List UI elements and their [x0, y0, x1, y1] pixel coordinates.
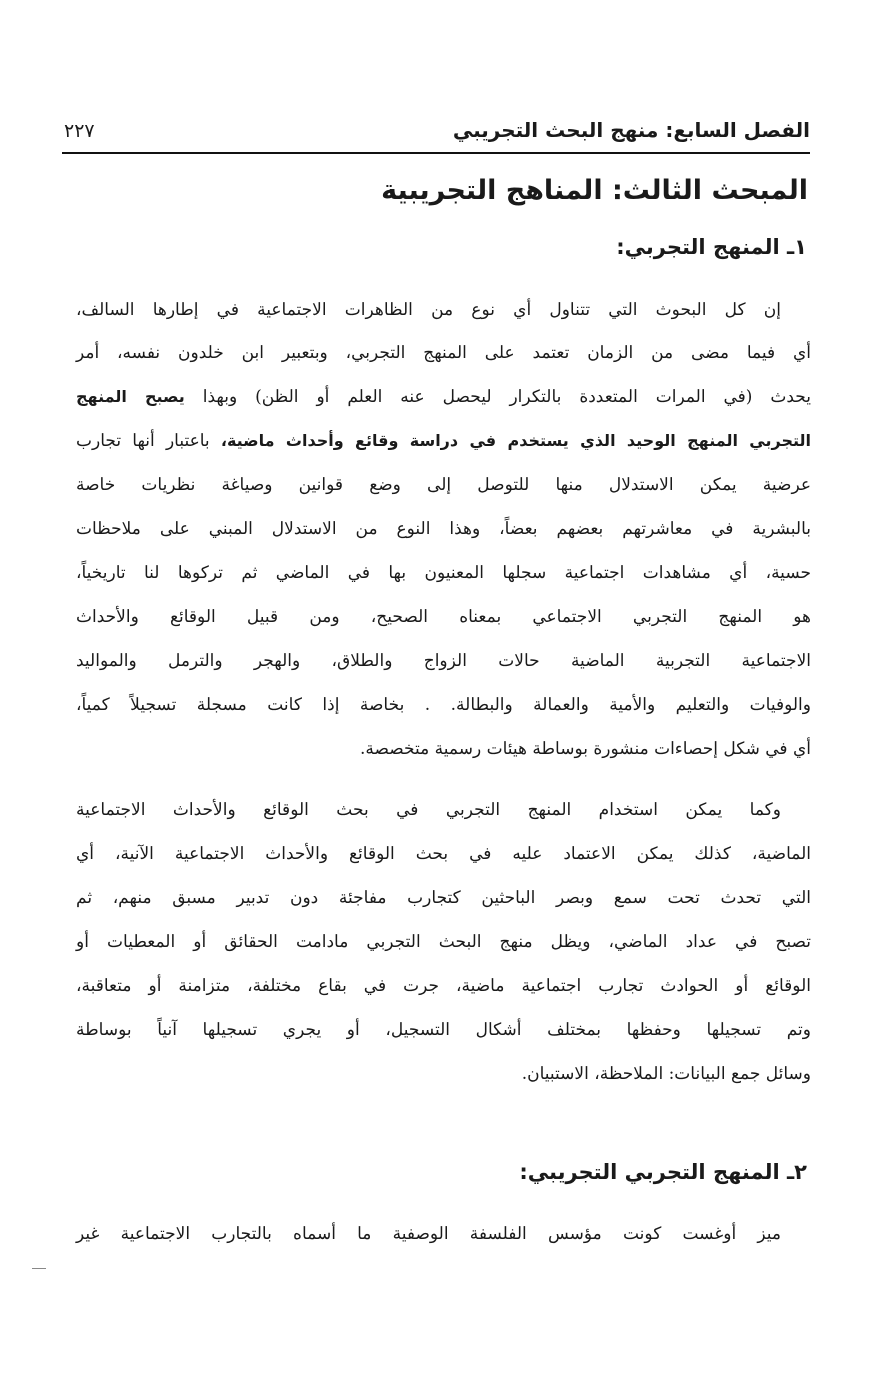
paragraph-1-line: إن كل البحوث التي تتناول أي نوع من الظاهرات الاجتماعية في إطارها السالف، — [76, 300, 781, 320]
subheading-experimental-method: ١ـ المنهج التجربي: — [616, 235, 807, 259]
chapter-title: الفصل السابع: منهج البحث التجريبي — [452, 118, 810, 142]
subheading-experimental-experimental-method: ٢ـ المنهج التجربي التجريبي: — [519, 1160, 807, 1184]
paragraph-1-line: بالبشرية في معاشرتهم بعضهم بعضاً، وهذا النوع من الاستدلال المبني على ملاحظات — [76, 519, 811, 539]
plain-text: باعتبار أنها تجارب — [76, 431, 221, 451]
paragraph-1-line: الاجتماعية التجربية الماضية حالات الزواج والطلاق، والهجر والترمل والمواليد — [76, 651, 811, 671]
paragraph-3-line: ميز أوغست كونت مؤسس الفلسفة الوصفية ما أسماه بالتجارب الاجتماعية غير — [76, 1224, 781, 1244]
section-heading: المبحث الثالث: المناهج التجريبية — [381, 175, 808, 206]
paragraph-1-line: أي فيما مضى من الزمان تعتمد على المنهج التجربي، وبتعبير ابن خلدون نفسه، أمر — [76, 343, 811, 363]
bold-text: يصبح المنهج — [76, 387, 185, 406]
paragraph-1-line — [76, 385, 811, 409]
paragraph-2-line: الماضية، كذلك يمكن الاعتماد عليه في بحث الوقائع والأحداث الاجتماعية الآنية، أي — [76, 844, 811, 864]
paragraph-1-line: هو المنهج التجربي الاجتماعي بمعناه الصحيح، ومن قبيل الوقائع والأحداث — [76, 607, 811, 627]
margin-mark — [32, 1268, 46, 1269]
paragraph-1-line: عرضية يمكن الاستدلال منها للتوصل إلى وضع قوانين وصياغة نظريات خاصة — [76, 475, 811, 495]
paragraph-1-line — [76, 429, 811, 453]
paragraph-2-line: وسائل جمع البيانات: الملاحظة، الاستبيان. — [521, 1064, 811, 1084]
paragraph-1-line: والوفيات والتعليم والأمية والعمالة والبطالة. . بخاصة إذا كانت مسجلة تسجيلاً كمياً، — [76, 695, 811, 715]
page-number: ٢٢٧ — [64, 120, 95, 142]
paragraph-2-line: وكما يمكن استخدام المنهج التجربي في بحث الوقائع والأحداث الاجتماعية — [76, 800, 781, 820]
paragraph-2-line: تصبح في عداد الماضي، ويظل منهج البحث التجربي مادامت الحقائق أو المعطيات أو — [76, 932, 811, 952]
bold-text: التجربي المنهج الوحيد الذي يستخدم في دراسة وقائع وأحداث ماضية، — [220, 431, 812, 450]
paragraph-1-line: أي في شكل إحصاءات منشورة بوساطة هيئات رسمية متخصصة. — [360, 739, 811, 759]
paragraph-1-line: حسية، أي مشاهدات اجتماعية سجلها المعنيون بها في الماضي ثم تركوها لنا تاريخياً، — [76, 563, 811, 583]
plain-text: يحدث (في المرات المتعددة بالتكرار ليحصل عنه العلم أو الظن) وبهذا — [184, 387, 812, 407]
paragraph-2-line: وتم تسجيلها وحفظها بمختلف أشكال التسجيل، أو يجري تسجيلها آنياً بوساطة — [76, 1020, 811, 1040]
paragraph-2-line: الوقائع أو الحوادث تجارب اجتماعية ماضية، جرت في بقاع مختلفة، متزامنة أو متعاقبة، — [76, 976, 811, 996]
running-header — [62, 116, 810, 154]
paragraph-2-line: التي تحدث تحت سمع وبصر الباحثين كتجارب مفاجئة دون تدبير مسبق منهم، ثم — [76, 888, 811, 908]
